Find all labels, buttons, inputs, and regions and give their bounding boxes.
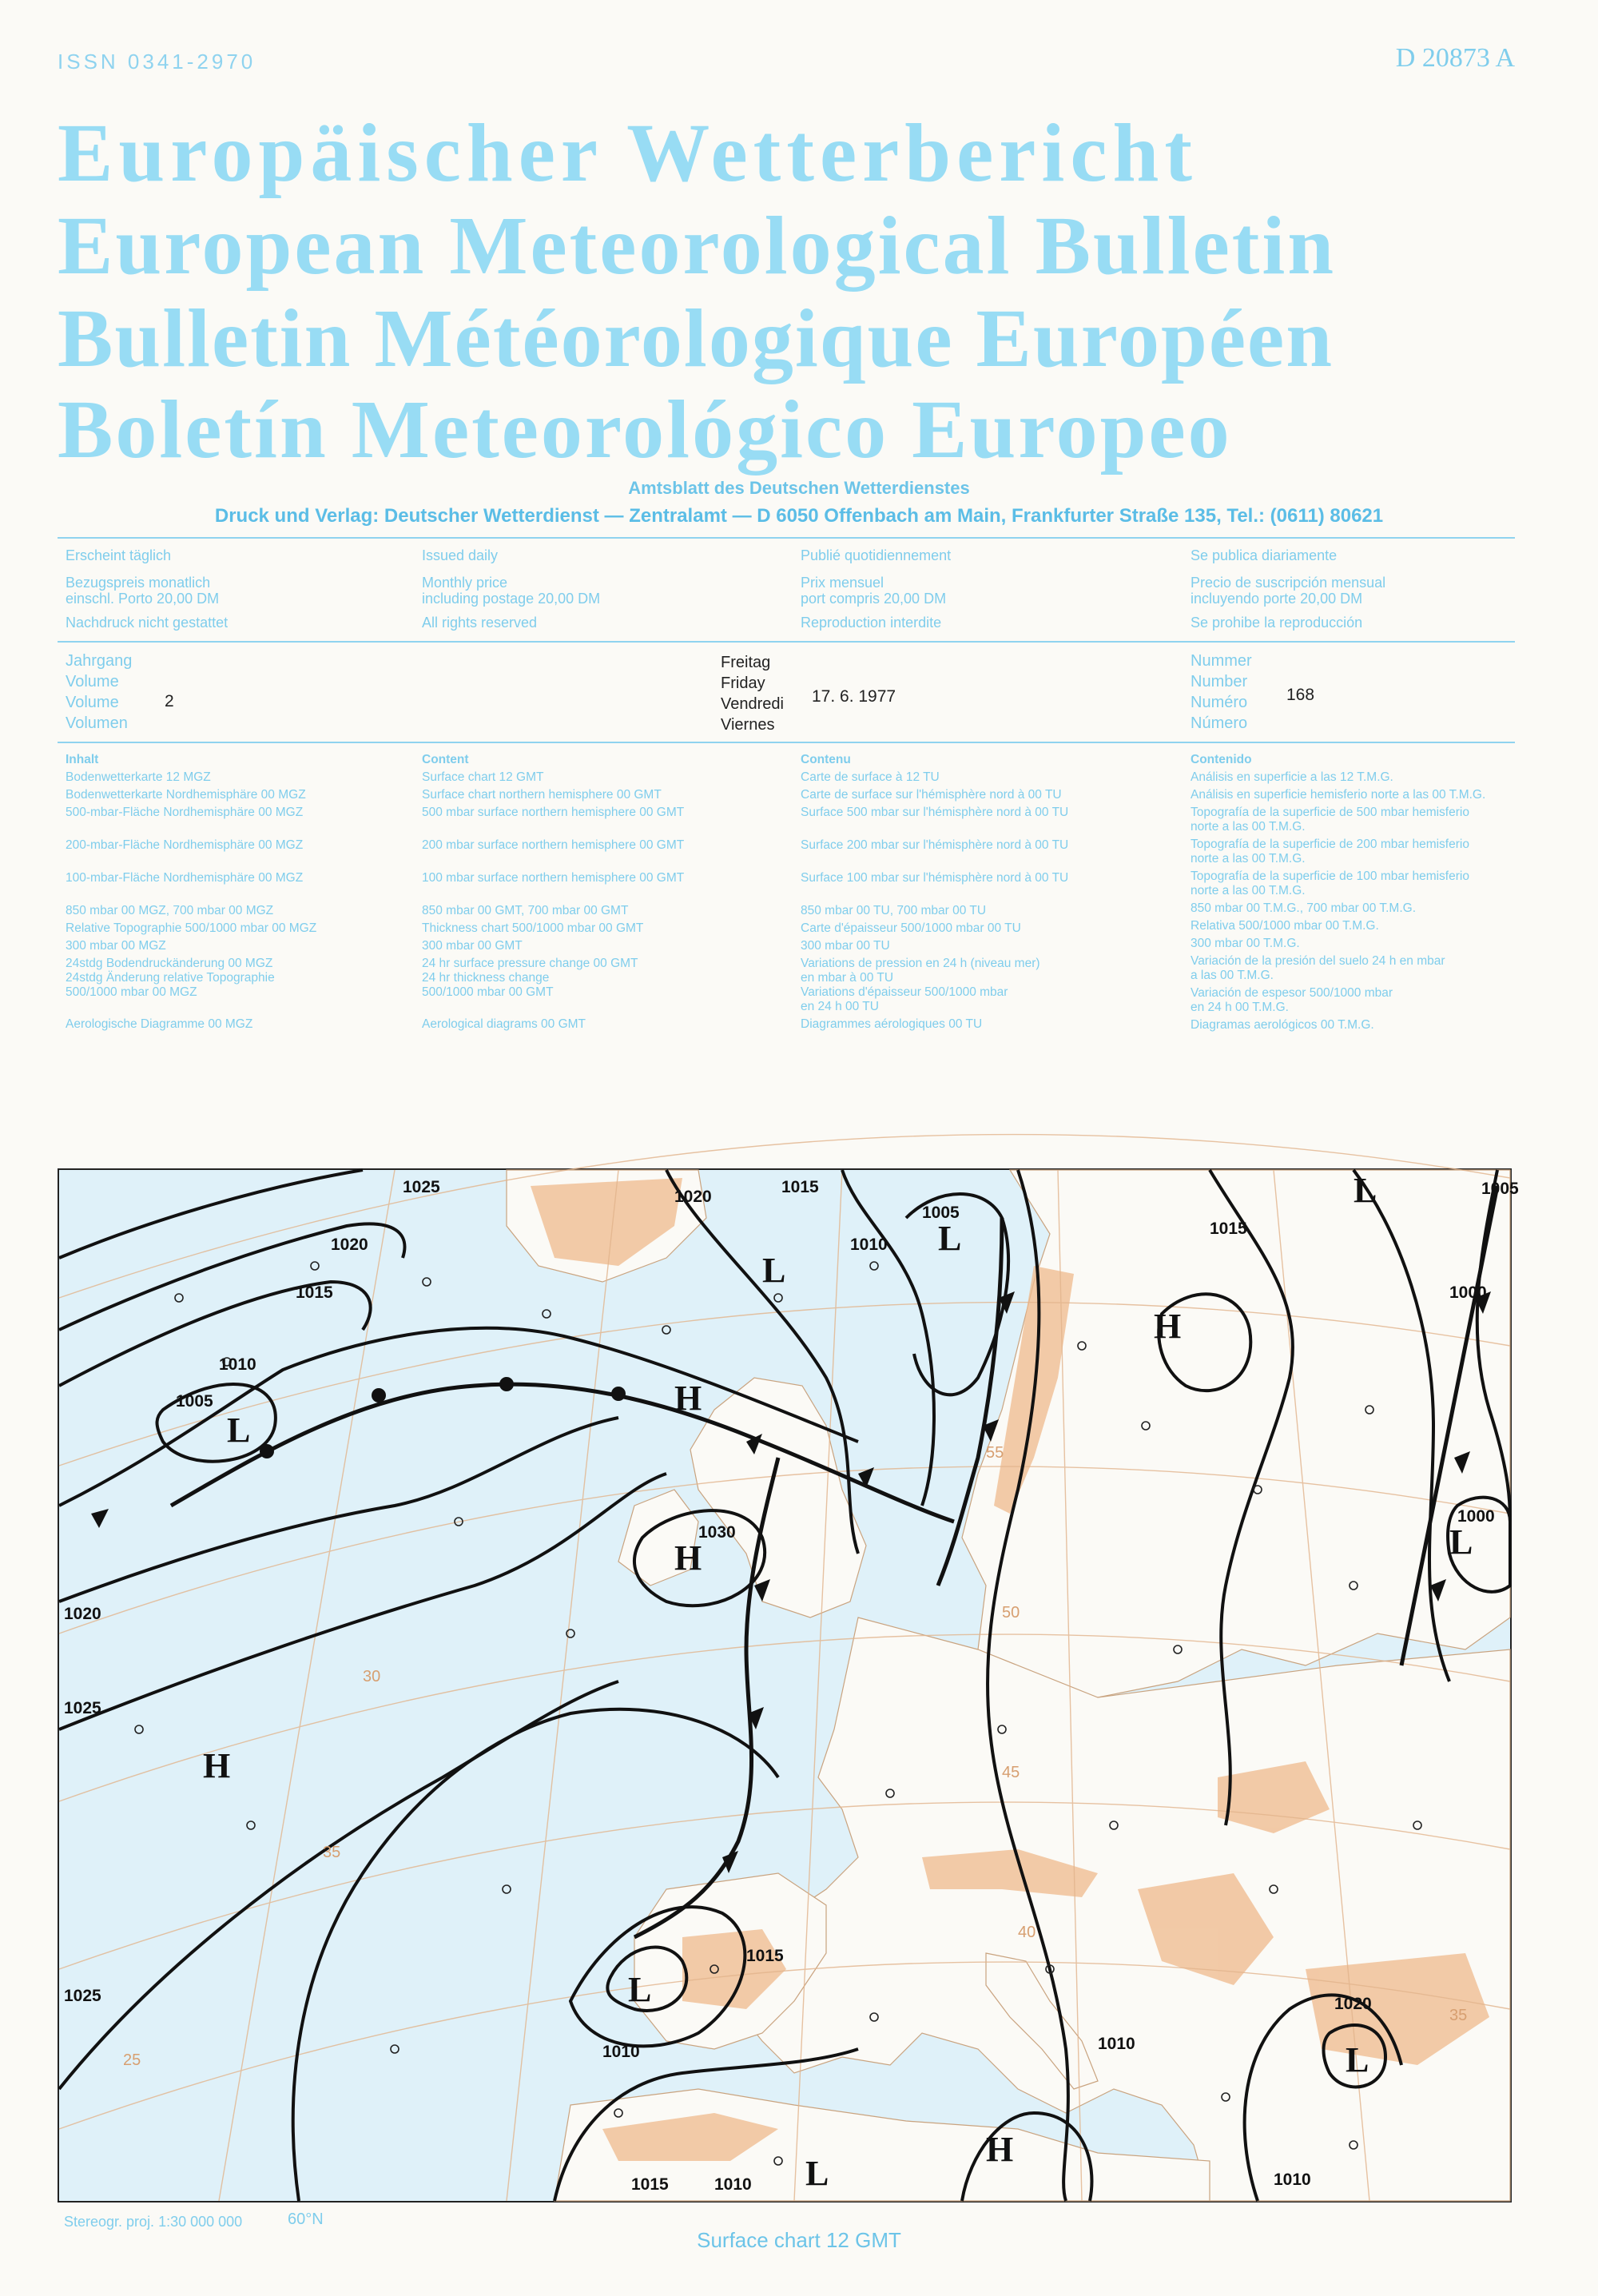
contents-item: 300 mbar 00 MGZ <box>66 939 166 953</box>
title-english: European Meteorological Bulletin <box>58 200 1337 292</box>
isobar-label: 1015 <box>296 1283 333 1302</box>
isobar-label: 1015 <box>1210 1220 1247 1238</box>
contents-item: 850 mbar 00 T.M.G., 700 mbar 00 T.M.G. <box>1191 901 1416 915</box>
contents-item: Carte de surface à 12 TU <box>801 770 940 784</box>
day-label: Friday <box>721 674 765 692</box>
latitude-label: 35 <box>1449 2007 1468 2024</box>
scandinavia-landmass <box>962 1170 1510 1697</box>
isobar-label: 1030 <box>698 1523 736 1542</box>
pub-info-fr <box>801 545 1152 633</box>
contents-item: a las 00 T.M.G. <box>1191 969 1274 982</box>
contents-item: Análisis en superficie hemisferio norte a las 00 T.M.G. <box>1191 788 1486 802</box>
isobar-label: 1005 <box>176 1392 213 1411</box>
pub-line: incluyendo porte 20,00 DM <box>1191 591 1363 607</box>
contents-item: Diagramas aerológicos 00 T.M.G. <box>1191 1018 1374 1032</box>
pub-info-en <box>422 545 773 633</box>
contents-header: Content <box>422 753 469 766</box>
pub-info-es <box>1191 545 1526 633</box>
issue-date: 17. 6. 1977 <box>812 687 896 706</box>
contents-item: en 24 h 00 TU <box>801 1000 879 1013</box>
day-label: Freitag <box>721 654 771 671</box>
isobar-label: 1010 <box>602 2043 640 2061</box>
contents-item: Variations de pression en 24 h (niveau mer) <box>801 957 1040 970</box>
warm-front-symbol <box>372 1388 386 1403</box>
isobar-line <box>157 1384 276 1462</box>
low-pressure-center: L <box>805 2154 829 2193</box>
isobar-label: 1025 <box>64 1699 101 1717</box>
station-marker <box>774 1294 782 1302</box>
contents-item: 24stdg Änderung relative Topographie <box>66 971 275 985</box>
day-label: Viernes <box>721 716 775 734</box>
station-marker <box>423 1278 431 1286</box>
pub-line: Monthly price <box>422 575 508 591</box>
contents-item: 850 mbar 00 GMT, 700 mbar 00 GMT <box>422 904 629 917</box>
isobar-label: 1015 <box>781 1178 819 1196</box>
pub-line: Se publica diariamente <box>1191 547 1338 563</box>
title-german: Europäischer Wetterbericht <box>58 107 1198 199</box>
high-pressure-center: H <box>1154 1307 1182 1346</box>
contents-item: Variations d'épaisseur 500/1000 mbar <box>801 985 1008 999</box>
low-pressure-center: L <box>938 1219 962 1258</box>
contents-item: Variación de la presión del suelo 24 h en mbar <box>1191 954 1445 968</box>
pub-line: Precio de suscripción mensual <box>1191 575 1386 591</box>
pub-line: Issued daily <box>422 547 499 563</box>
latitude-label: 30 <box>363 1668 381 1685</box>
contents-de <box>66 751 417 1033</box>
contents-item: norte a las 00 T.M.G. <box>1191 884 1306 897</box>
warm-front-symbol <box>499 1377 514 1391</box>
contents-item: Surface 500 mbar sur l'hémisphère nord à 00 TU <box>801 806 1069 819</box>
map-canvas <box>59 1170 1519 2201</box>
contents-item: 100-mbar-Fläche Nordhemisphäre 00 MGZ <box>66 871 304 885</box>
latitude-label: 25 <box>123 2051 141 2069</box>
pub-line: including postage 20,00 DM <box>422 591 601 607</box>
volume-rule <box>58 742 1515 743</box>
station-marker <box>391 2045 399 2053</box>
contents-item: Aerological diagrams 00 GMT <box>422 1017 586 1031</box>
low-pressure-center: L <box>1449 1522 1473 1562</box>
isobar-line <box>842 1170 934 1506</box>
volume-label: Volume <box>66 673 119 690</box>
contents-item: Diagrammes aérologiques 00 TU <box>801 1017 983 1031</box>
day-label: Vendredi <box>721 695 784 713</box>
contents-item: 500/1000 mbar 00 MGZ <box>66 985 197 999</box>
station-marker <box>503 1885 511 1893</box>
isobar-label: 1020 <box>1334 1995 1372 2013</box>
contents-item: 500/1000 mbar 00 GMT <box>422 985 554 999</box>
contents-es <box>1191 751 1526 1034</box>
contents-item: 24stdg Bodendruckänderung 00 MGZ <box>66 957 273 970</box>
volume-value: 2 <box>165 692 174 710</box>
contents-item: 850 mbar 00 MGZ, 700 mbar 00 MGZ <box>66 904 274 917</box>
contents-item: Topografía de la superficie de 200 mbar hemisferio <box>1191 838 1469 851</box>
meridian-line <box>219 1170 395 2201</box>
contents-header: Contenu <box>801 753 851 766</box>
isobar-label: 1025 <box>403 1178 440 1196</box>
contents-item: 300 mbar 00 GMT <box>422 939 523 953</box>
high-pressure-center: H <box>674 1379 702 1418</box>
isobar-label: 1020 <box>331 1236 368 1254</box>
map-caption: Surface chart 12 GMT <box>697 2228 901 2252</box>
contents-item: 300 mbar 00 T.M.G. <box>1191 937 1300 950</box>
warm-front-symbol <box>611 1387 626 1401</box>
contents-item: Topografía de la superficie de 100 mbar hemisferio <box>1191 869 1469 883</box>
issue-number: 168 <box>1286 686 1315 704</box>
number-labels <box>1191 651 1252 734</box>
contents-item: 24 hr surface pressure change 00 GMT <box>422 957 638 970</box>
info-rule <box>58 641 1515 643</box>
official-gazette-line: Amtsblatt des Deutschen Wetterdienstes <box>628 478 970 498</box>
isobar-label: 1010 <box>850 1236 888 1254</box>
volume-labels <box>66 651 132 734</box>
meridian-line <box>507 1170 618 2201</box>
pub-line: einschl. Porto 20,00 DM <box>66 591 220 607</box>
low-pressure-center: L <box>227 1411 251 1450</box>
volume-label: Volumen <box>66 714 128 732</box>
low-pressure-center: L <box>628 1970 652 2009</box>
pub-line: Nachdruck nicht gestattet <box>66 615 229 631</box>
low-pressure-center: L <box>762 1251 786 1290</box>
projection-note: Stereogr. proj. 1:30 000 000 <box>64 2214 243 2230</box>
contents-fr <box>801 751 1168 1033</box>
high-pressure-center: H <box>203 1746 231 1785</box>
title-spanish: Boletín Meteorológico Europeo <box>58 384 1232 476</box>
volume-label: Jahrgang <box>66 652 133 670</box>
publisher-line: Druck und Verlag: Deutscher Wetterdienst — Zentralamt — D 6050 Offenbach am Main, Frankfurter Straße 135, Tel.: (0611) 80621 <box>214 505 1384 527</box>
contents-item: Relativa 500/1000 mbar 00 T.M.G. <box>1191 919 1379 933</box>
pub-line: port compris 20,00 DM <box>801 591 947 607</box>
latitude-label: 45 <box>1002 1764 1020 1781</box>
isobar-line <box>59 1170 363 1258</box>
isobar-label: 1015 <box>746 1947 784 1965</box>
warm-front-symbol <box>260 1444 274 1458</box>
contents-item: Surface chart 12 GMT <box>422 770 544 784</box>
pub-line: Prix mensuel <box>801 575 884 591</box>
isobar-line <box>59 1681 618 2089</box>
header-rule <box>58 537 1515 539</box>
contents-item: norte a las 00 T.M.G. <box>1191 820 1306 834</box>
contents-en <box>422 751 773 1033</box>
number-label: Number <box>1191 673 1248 690</box>
latitude-label: 55 <box>986 1444 1004 1462</box>
contents-item: 500 mbar surface northern hemisphere 00 GMT <box>422 806 685 819</box>
contents-item: en 24 h 00 T.M.G. <box>1191 1001 1289 1014</box>
high-pressure-center: H <box>986 2130 1014 2169</box>
number-label: Número <box>1191 714 1248 732</box>
latitude-label: 40 <box>1018 1924 1036 1941</box>
contents-item: Topografía de la superficie de 500 mbar hemisferio <box>1191 806 1469 819</box>
latitude-label: 50 <box>1002 1604 1020 1622</box>
number-label: Numéro <box>1191 694 1248 711</box>
document-id: D 20873 A <box>1395 43 1515 73</box>
station-marker <box>135 1725 143 1733</box>
isobar-label: 1015 <box>631 2175 669 2194</box>
contents-item: 500-mbar-Fläche Nordhemisphäre 00 MGZ <box>66 806 304 819</box>
low-pressure-center: L <box>1346 2040 1369 2079</box>
isobar-line <box>59 1418 618 1602</box>
station-marker <box>662 1326 670 1334</box>
contents-item: Thickness chart 500/1000 mbar 00 GMT <box>422 921 644 935</box>
isobar-label: 1010 <box>1098 2035 1135 2053</box>
contents-item: Surface chart northern hemisphere 00 GMT <box>422 788 662 802</box>
pub-line: Erscheint täglich <box>66 547 172 563</box>
day-labels <box>721 652 784 735</box>
contents-item: Bodenwetterkarte 12 MGZ <box>66 770 211 784</box>
contents-item: 200-mbar-Fläche Nordhemisphäre 00 MGZ <box>66 838 304 852</box>
isobar-label: 1010 <box>714 2175 752 2194</box>
pub-line: Publié quotidiennement <box>801 547 952 563</box>
pub-line: Reproduction interdite <box>801 615 942 631</box>
contents-item: Carte d'épaisseur 500/1000 mbar 00 TU <box>801 921 1021 935</box>
number-label: Nummer <box>1191 652 1252 670</box>
contents-header: Inhalt <box>66 753 99 766</box>
isobar-label: 1005 <box>1481 1180 1519 1198</box>
pub-line: Se prohibe la reproducción <box>1191 615 1363 631</box>
station-marker <box>870 1262 878 1270</box>
contents-item: Variación de espesor 500/1000 mbar <box>1191 986 1393 1000</box>
isobar-label: 1010 <box>219 1355 256 1374</box>
isobar-label: 1000 <box>1457 1507 1495 1526</box>
contents-item: Bodenwetterkarte Nordhemisphäre 00 MGZ <box>66 788 306 802</box>
contents-item: Surface 200 mbar sur l'hémisphère nord à 00 TU <box>801 838 1069 852</box>
contents-item: norte a las 00 T.M.G. <box>1191 852 1306 865</box>
pub-line: Bezugspreis monatlich <box>66 575 211 591</box>
cold-front-symbol <box>722 1851 738 1873</box>
isobar-label: 1020 <box>674 1188 712 1206</box>
projection-latitude: 60°N <box>288 2210 324 2228</box>
contents-item: Surface 100 mbar sur l'hémisphère nord à 00 TU <box>801 871 1069 885</box>
surface-weather-map <box>58 1168 1519 2202</box>
station-marker <box>543 1310 551 1318</box>
isobar-label: 1020 <box>64 1605 101 1623</box>
issn-number: ISSN 0341-2970 <box>58 50 256 74</box>
isobar-label: 1005 <box>922 1204 960 1222</box>
station-marker <box>247 1821 255 1829</box>
contents-item: Relative Topographie 500/1000 mbar 00 MGZ <box>66 921 317 935</box>
cold-front-symbol <box>91 1509 109 1528</box>
volume-label: Volume <box>66 694 119 711</box>
contents-item: 200 mbar surface northern hemisphere 00 GMT <box>422 838 685 852</box>
high-pressure-center: H <box>674 1538 702 1578</box>
contents-item: Análisis en superficie a las 12 T.M.G. <box>1191 770 1393 784</box>
contents-item: 850 mbar 00 TU, 700 mbar 00 TU <box>801 904 987 917</box>
contents-item: 24 hr thickness change <box>422 971 550 985</box>
contents-item: en mbar à 00 TU <box>801 971 894 985</box>
contents-item: 100 mbar surface northern hemisphere 00 GMT <box>422 871 685 885</box>
isobar-label: 1000 <box>1449 1283 1487 1302</box>
contents-header: Contenido <box>1191 753 1252 766</box>
station-marker <box>175 1294 183 1302</box>
contents-item: Aerologische Diagramme 00 MGZ <box>66 1017 253 1031</box>
isobar-label: 1025 <box>64 1987 101 2005</box>
low-pressure-center: L <box>1354 1171 1377 1210</box>
pub-info-de <box>66 545 417 633</box>
latitude-label: 35 <box>323 1844 341 1861</box>
title-french: Bulletin Météorologique Européen <box>58 292 1334 384</box>
station-marker <box>311 1262 319 1270</box>
isobar-label: 1010 <box>1274 2171 1311 2189</box>
contents-item: Carte de surface sur l'hémisphère nord à 00 TU <box>801 788 1062 802</box>
pub-line: All rights reserved <box>422 615 538 631</box>
contents-item: 300 mbar 00 TU <box>801 939 890 953</box>
